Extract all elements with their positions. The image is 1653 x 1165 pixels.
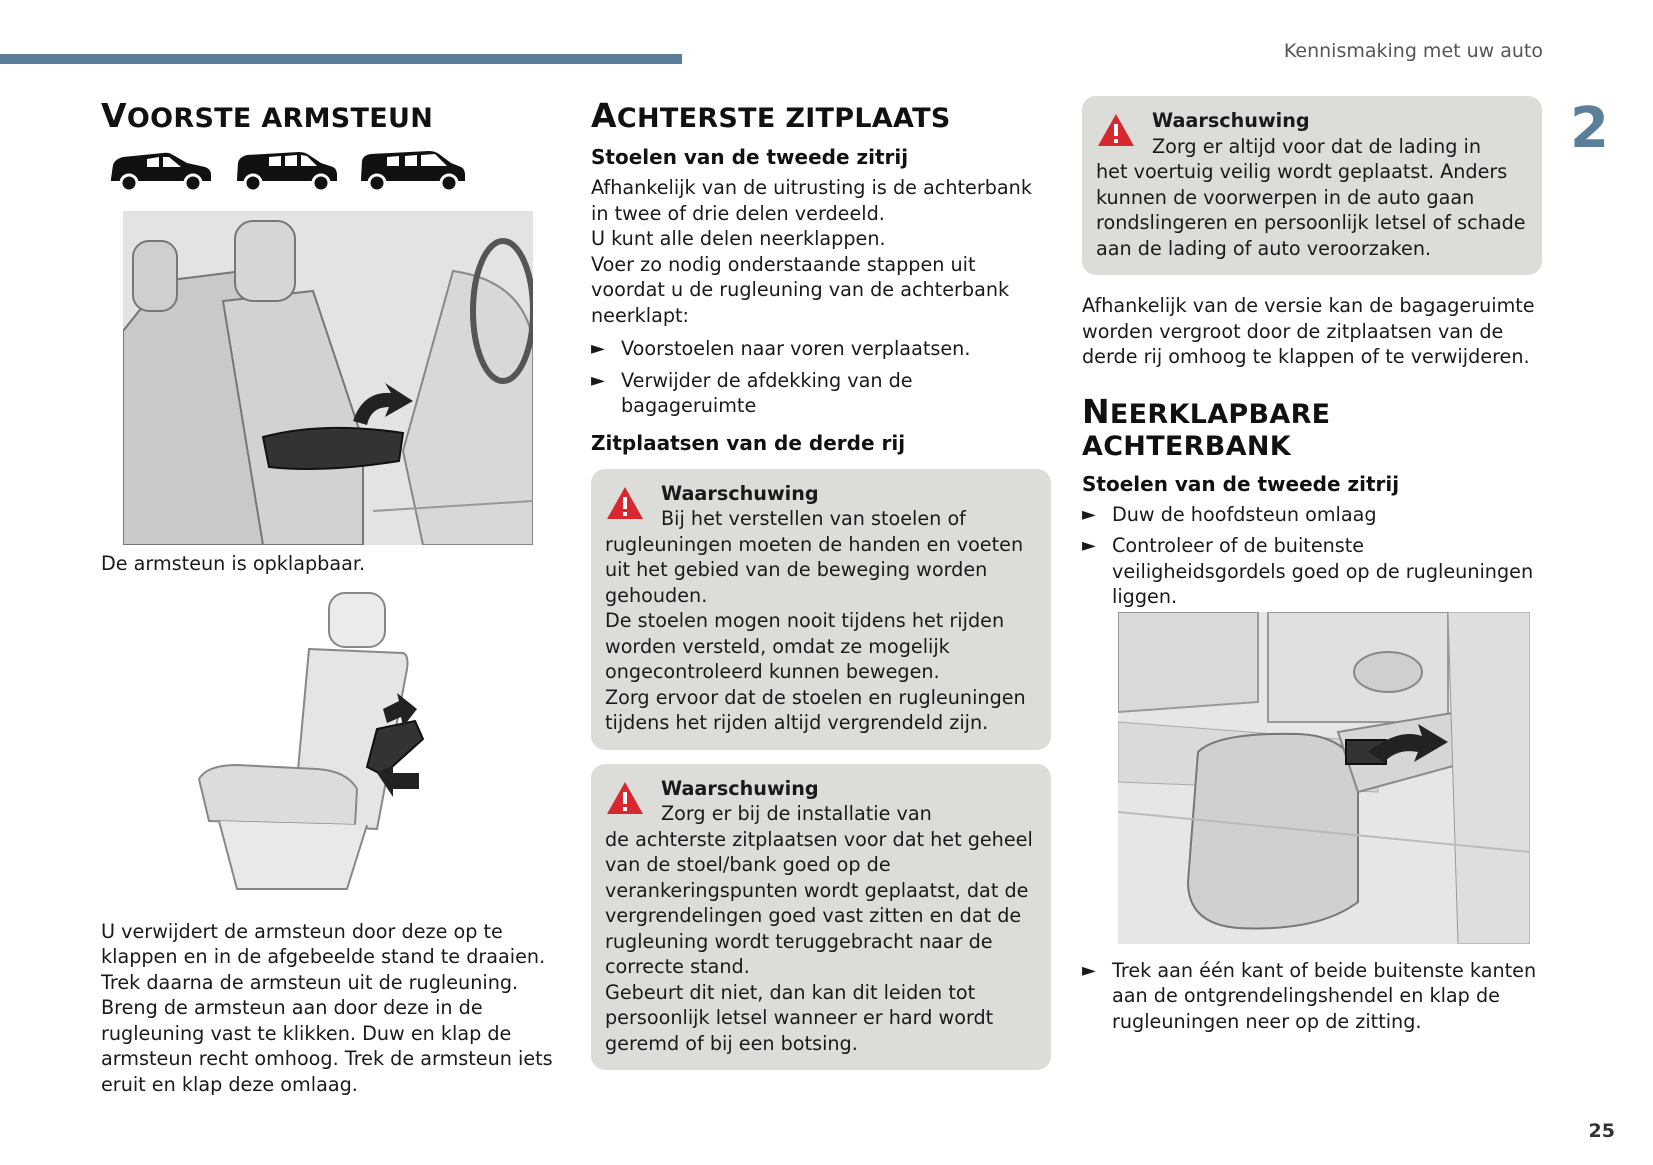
caption-armrest-foldable: De armsteun is opklapbaar.: [101, 552, 366, 575]
paragraph-seat-division: Afhankelijk van de uitrusting is de achterbank in twee of drie delen verdeeld.: [591, 176, 1032, 225]
page-number: 25: [1588, 1120, 1615, 1142]
paragraph-fold-all: U kunt alle delen neerklappen.: [591, 227, 886, 250]
warning-text: Zorg ervoor dat de stoelen en rugleuningen tijdens het rijden altijd vergrendeld zijn.: [605, 685, 1026, 734]
list-item: ► Duw de hoofdsteun omlaag: [1082, 502, 1377, 526]
warning-triangle-icon: [605, 485, 645, 521]
warning-text: Zorg er bij de installatie van: [661, 802, 932, 825]
illustration-armrest-raised: [123, 211, 533, 545]
subtitle-third-row: Zitplaatsen van de derde rij: [591, 430, 906, 455]
column-rear-seats: [591, 96, 1051, 1070]
paragraph-luggage-space: Afhankelijk van de versie kan de bagageruimte worden vergroot door de zitplaatsen van de derde rij omhoog te klappen of te verwijderen.: [1082, 294, 1535, 368]
illustration-seat-armrest-removal: [197, 589, 447, 907]
subtitle-second-row: Stoelen van de tweede zitrij: [1082, 471, 1400, 496]
paragraph-armrest-instructions: U verwijdert de armsteun door deze op te klappen en in de afgebeelde stand te draaien. Trek daarna de armsteun uit de rugleuning. Breng de armsteun aan door deze in de rugleuning vast te klikken. Duw en klap de armsteun recht omhoog. Trek de armsteun iets eruit en klap deze omlaag.: [101, 919, 553, 1096]
warning-box-installation: [591, 764, 1051, 1071]
warning-text: De stoelen mogen nooit tijdens het rijden worden versteld, omdat ze mogelijk ongecontroleerd kunnen bewegen.: [605, 609, 1005, 683]
warning-text: Zorg er altijd voor dat de lading in: [1152, 134, 1482, 158]
warning-box-cargo: [1082, 96, 1542, 275]
warning-title: Waarschuwing: [661, 776, 819, 800]
warning-title: Waarschuwing: [1152, 109, 1310, 132]
vehicle-variant-icons: [107, 145, 561, 193]
warning-text: rugleuningen moeten de handen en voeten uit het gebied van de beweging worden gehouden.: [605, 532, 1024, 607]
list-item: ► Voorstoelen naar voren verplaatsen.: [591, 337, 971, 360]
top-accent-bar: [0, 54, 682, 64]
illustration-release-lever: [1118, 612, 1530, 944]
section-title-folding-bench: NEERKLAPBARE ACHTERBANK: [1082, 391, 1331, 462]
column-folding-rear-bench: [1082, 96, 1542, 1034]
list-item: ► Trek aan één kant of beide buitenste kanten aan de ontgrendelingshendel en klap de rugleuningen neer op de zitting.: [1082, 958, 1537, 1033]
list-item: ► Controleer of de buitenste veiligheidsgordels goed op de rugleuningen liggen.: [1082, 534, 1534, 608]
subtitle-second-row: Stoelen van de tweede zitrij: [591, 145, 909, 169]
van-medium-icon: [233, 145, 341, 193]
warning-box-adjusting-seats: [591, 469, 1051, 750]
warning-title: Waarschuwing: [661, 481, 819, 505]
section-title-front-armrest: VOORSTE ARMSTEUN: [101, 96, 434, 135]
list-item: ► Verwijder de afdekking van de bagageruimte: [591, 368, 913, 417]
column-front-armrest: [101, 96, 561, 1097]
warning-text: Bij het verstellen van stoelen of: [661, 507, 966, 530]
warning-text: het voertuig veilig wordt geplaatst. Anders kunnen de voorwerpen in de auto gaan rondslingeren en persoonlijk letsel of schade aan de lading of auto veroorzaken.: [1096, 160, 1526, 260]
van-long-icon: [359, 145, 467, 193]
warning-triangle-icon: [605, 780, 645, 816]
warning-text: de achterste zitplaatsen voor dat het geheel van de stoel/bank goed op de verankeringspunten wordt geplaatst, dat de vergrendelingen goed vast zitten en dat de rugleuning wordt teruggebracht naar de correcte stand.: [605, 827, 1033, 978]
paragraph-steps-intro: Voer zo nodig onderstaande stappen uit voordat u de rugleuning van de achterbank neerklapt:: [591, 252, 1010, 327]
warning-text: Gebeurt dit niet, dan kan dit leiden tot persoonlijk letsel wanneer er hard wordt geremd of bij een botsing.: [605, 980, 994, 1055]
warning-triangle-icon: [1096, 112, 1136, 148]
chapter-title: Kennismaking met uw auto: [1283, 40, 1543, 62]
chapter-number: 2: [1570, 96, 1609, 161]
section-title-rear-seats: ACHTERSTE ZITPLAATS: [591, 96, 951, 135]
van-short-icon: [107, 145, 215, 193]
